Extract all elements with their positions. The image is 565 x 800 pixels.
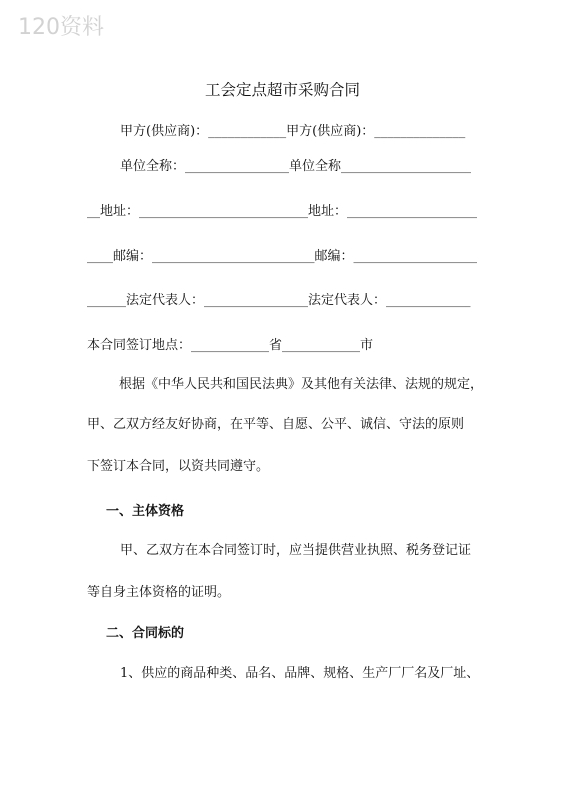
section-heading-subject: 二、合同标的 [106,626,185,641]
preamble-line-2: 甲、乙双方经友好协商，在平等、自愿、公平、诚信、守法的原则 [87,417,465,432]
party-line-legal-rep: ______法定代表人：________________法定代表人：_____________ [87,293,471,308]
party-line-postcode: ____邮编：_________________________邮编：___________________ [87,249,478,264]
section1-line-2: 等自身主体资格的证明。 [87,585,231,600]
preamble-line-3: 下签订本合同，以资共同遵守。 [87,459,270,474]
signing-location-line: 本合同签订地点：____________省____________市 [87,338,374,353]
party-line-unit-fullname: 单位全称：________________单位全称____________________ [120,159,472,174]
section1-line-1: 甲、乙双方在本合同签订时，应当提供营业执照、税务登记证 [120,543,472,558]
party-line-address: __地址：__________________________地址：____________________ [87,204,478,219]
section-heading-qualification: 一、主体资格 [106,504,185,519]
section2-line-1: 1、供应的商品种类、品名、品牌、规格、生产厂厂名及厂址、 [120,666,480,681]
party-line-supplier-name: 甲方(供应商)：____________甲方(供应商)：______________ [120,124,466,139]
document-title: 工会定点超市采购合同 [204,81,360,99]
preamble-line-1: 根据《中华人民共和国民法典》及其他有关法律、法规的规定， [119,377,484,392]
watermark-logo: 120资料 [18,15,104,40]
